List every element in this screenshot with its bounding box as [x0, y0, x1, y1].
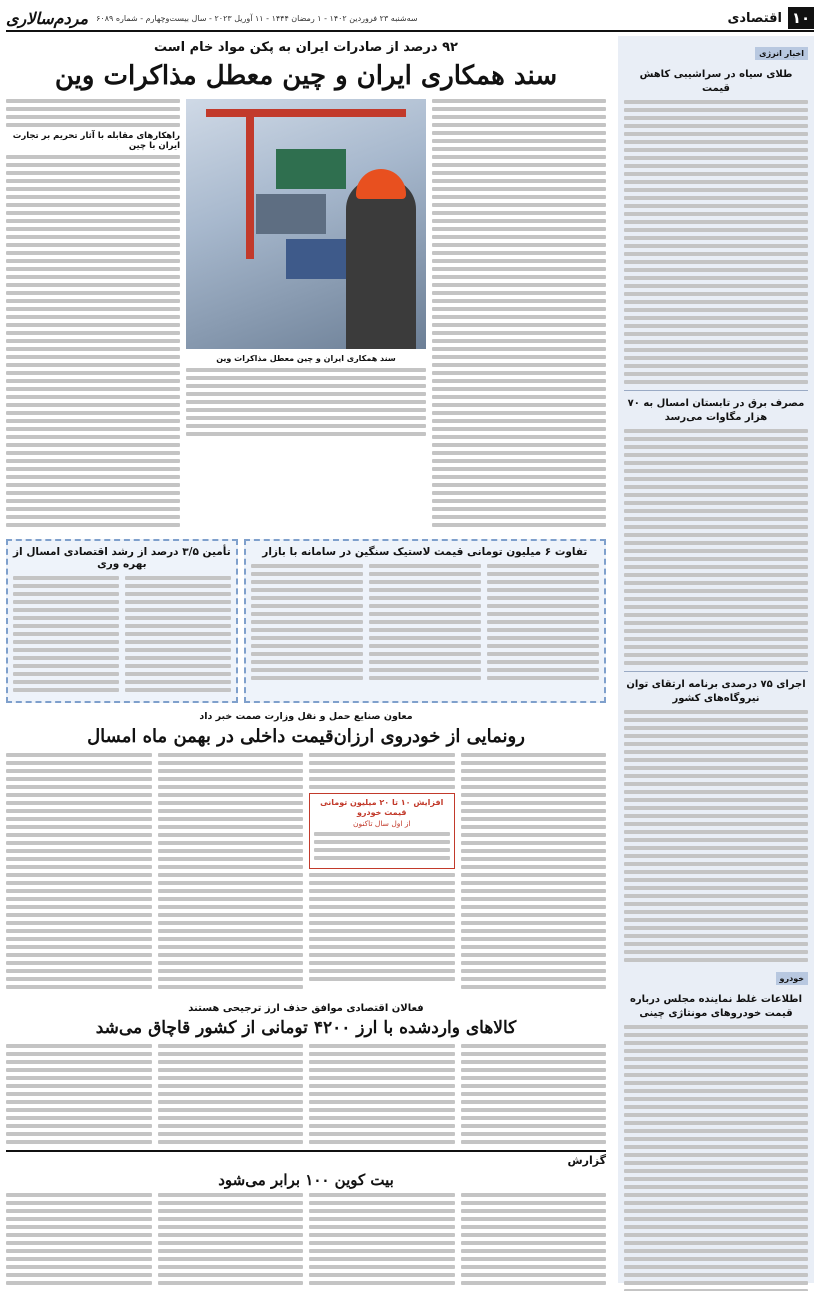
main-content — [6, 36, 606, 1148]
lead-kicker: ۹۲ درصد از صادرات ایران به پکن مواد خام است — [154, 40, 458, 55]
report-label: گزارش — [567, 1154, 606, 1167]
report-body — [6, 1193, 606, 1289]
shipping-container — [276, 149, 346, 189]
crane-leg — [246, 109, 254, 259]
story2-body — [6, 753, 606, 993]
newspaper-logo: مردم‌سالاری — [6, 8, 89, 28]
worker-figure — [346, 179, 416, 349]
sidebar-tag-energy: اخبار انرژی — [755, 47, 808, 60]
dateline: سه‌شنبه ۲۳ فروردین ۱۴۰۲ - ۱ رمضان ۱۴۴۴ - ۱۱ آوریل ۲۰۲۳ - سال بیست‌وچهارم - شماره ۶۰۸۹ — [96, 13, 418, 23]
story3-body — [6, 1044, 606, 1148]
sidebar-story-title: اجرای ۷۵ درصدی برنامه ارتقای توان نیروگاه‌های کشور — [626, 679, 806, 704]
section-brand — [727, 7, 814, 29]
sidebar-story-body — [624, 100, 808, 384]
sidebar-story-body — [624, 429, 808, 665]
divider — [624, 390, 808, 391]
sidebar-story-title: مصرف برق در تابستان امسال به ۷۰ هزار مگاوات می‌رسد — [627, 398, 805, 423]
sidebar-tag-auto: خودرو — [776, 972, 808, 985]
boxed-story — [6, 539, 238, 703]
sidebar-story-body — [624, 710, 808, 962]
chart-subtitle: از اول سال تاکنون — [352, 818, 411, 828]
lead-subhead: راهکارهای مقابله با آثار تحریم بر تجارت ایران با چین — [12, 131, 180, 151]
box-title: تفاوت ۶ میلیون تومانی قیمت لاستیک سنگین در سامانه با بازار — [262, 546, 588, 558]
box-title: تأمین ۳/۵ درصد از رشد اقتصادی امسال از بهره وری — [13, 546, 231, 570]
boxed-story — [244, 539, 606, 703]
lead-story — [6, 99, 606, 531]
lead-text-column — [432, 99, 606, 531]
divider — [624, 671, 808, 672]
chart-title: افزایش ۱۰ تا ۲۰ میلیون تومانی قیمت خودرو — [320, 798, 444, 818]
sidebar-story-body — [624, 1025, 808, 1291]
masthead — [6, 6, 814, 32]
crane-beam — [206, 109, 406, 117]
lead-photo — [186, 99, 426, 349]
shipping-container — [256, 194, 326, 234]
hard-hat — [356, 169, 406, 199]
report-section — [6, 1150, 606, 1289]
sidebar-story-title: اطلاعات غلط نماینده مجلس درباره قیمت خودروهای مونتاژی چینی — [629, 994, 803, 1019]
sidebar-story-title: طلای سیاه در سراشیبی کاهش قیمت — [639, 69, 793, 94]
story3-headline: کالاهای واردشده با ارز ۴۲۰۰ تومانی از کشور قاچاق می‌شد — [95, 1018, 517, 1038]
boxed-stories — [6, 539, 606, 703]
lead-photo-column — [186, 99, 426, 531]
report-headline: بیت کوین ۱۰۰ برابر می‌شود — [218, 1171, 394, 1189]
sidebar — [618, 36, 814, 1283]
story3-kicker: فعالان اقتصادی موافق حذف ارز ترجیحی هستند — [188, 1003, 424, 1014]
section-name: اقتصادی — [727, 10, 782, 26]
story2-kicker: معاون صنایع حمل و نقل وزارت صمت خبر داد — [199, 711, 413, 722]
lead-headline: سند همکاری ایران و چین معطل مذاکرات وین — [54, 61, 558, 91]
page-number: ۱۰ — [788, 7, 814, 29]
story2-headline: رونمایی از خودروی ارزان‌قیمت داخلی در بهمن ماه امسال — [87, 726, 525, 747]
price-chart-box — [309, 793, 455, 869]
photo-caption: سند همکاری ایران و چین معطل مذاکرات وین — [216, 354, 396, 363]
lead-text-column — [6, 99, 180, 531]
